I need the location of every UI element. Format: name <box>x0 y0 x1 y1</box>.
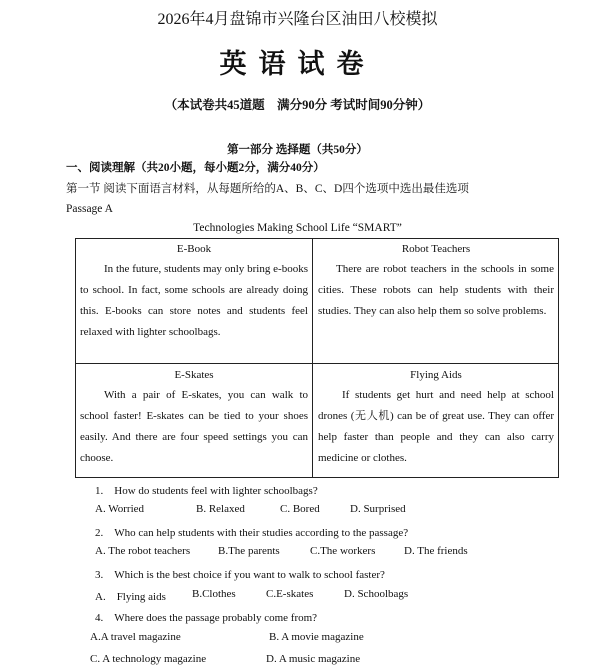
passage-title: Technologies Making School Life “SMART” <box>193 222 402 234</box>
exam-meta: （本试卷共45道题 满分90分 考试时间90分钟） <box>164 98 431 112</box>
passage-table <box>75 238 559 478</box>
cell-heading: Flying Aids <box>410 369 462 381</box>
q2-option-a: A. The robot teachers <box>95 545 191 557</box>
table-cell-eskates <box>76 365 312 469</box>
q1-option-b: B. Relaxed <box>196 503 245 515</box>
q4-option-d: D. A music magazine <box>266 653 361 665</box>
q3-option-c: C.E-skates <box>266 588 314 600</box>
table-cell-flying-aids <box>314 365 558 469</box>
question-2: 2. Who can help students with their studies according to the passage? <box>95 527 409 539</box>
q2-option-c: C.The workers <box>310 545 376 557</box>
q1-option-a: A. Worried <box>95 503 145 515</box>
exam-title: 2026年4月盘锦市兴隆台区油田八校模拟 <box>157 11 438 28</box>
instruction-text: 第一节 阅读下面语言材料，从每题所给的A、B、C、D四个选项中选出最佳选项 <box>66 183 469 195</box>
cell-heading: E-Skates <box>174 369 214 381</box>
cell-body: There are robot teachers in the schools in some cities. These robots can help students with their studies. They can also help them so solve problems. <box>318 263 554 317</box>
q1-option-c: C. Bored <box>280 503 320 515</box>
q4-option-c: C. A technology magazine <box>90 653 207 665</box>
cell-body: If students get hurt and need help at school drones (无人机) can be of great use. They can offer help faster than people and they can also carry medicine or clothes. <box>318 389 554 464</box>
table-divider <box>76 363 558 364</box>
table-divider <box>312 239 313 477</box>
part-heading: 第一部分 选择题（共50分） <box>227 144 368 156</box>
q2-option-b: B.The parents <box>218 545 280 557</box>
passage-label: Passage A <box>66 203 113 215</box>
cell-heading: E-Book <box>176 243 212 255</box>
question-4: 4. Where does the passage probably come from? <box>95 612 318 624</box>
question-3: 3. Which is the best choice if you want to walk to school faster? <box>95 569 385 581</box>
section-heading: 一、阅读理解（共20小题，每小题2分，满分40分） <box>66 162 325 174</box>
q3-option-a: A. Flying aids <box>95 591 166 603</box>
q3-option-d: D. Schoolbags <box>344 588 409 600</box>
subject-title: 英语试卷 <box>219 49 376 80</box>
q4-option-b: B. A movie magazine <box>269 631 364 643</box>
question-1: 1. How do students feel with lighter schoolbags? <box>95 485 318 497</box>
table-cell-robot-teachers <box>314 239 558 322</box>
cell-body: With a pair of E-skates, you can walk to school faster! E-skates can be tied to your shoes easily. And there are four speed settings you can choose. <box>80 389 308 464</box>
q3-option-b: B.Clothes <box>192 588 236 600</box>
q2-option-d: D. The friends <box>404 545 468 557</box>
cell-heading: Robot Teachers <box>401 243 471 255</box>
cell-body: In the future, students may only bring e-books to school. In fact, some schools are already doing this. E-books can store notes and students feel relaxed with lighter schoolbags. <box>80 263 308 338</box>
table-cell-ebook <box>76 239 312 343</box>
q4-option-a: A.A travel magazine <box>90 631 181 643</box>
q1-option-d: D. Surprised <box>350 503 406 515</box>
